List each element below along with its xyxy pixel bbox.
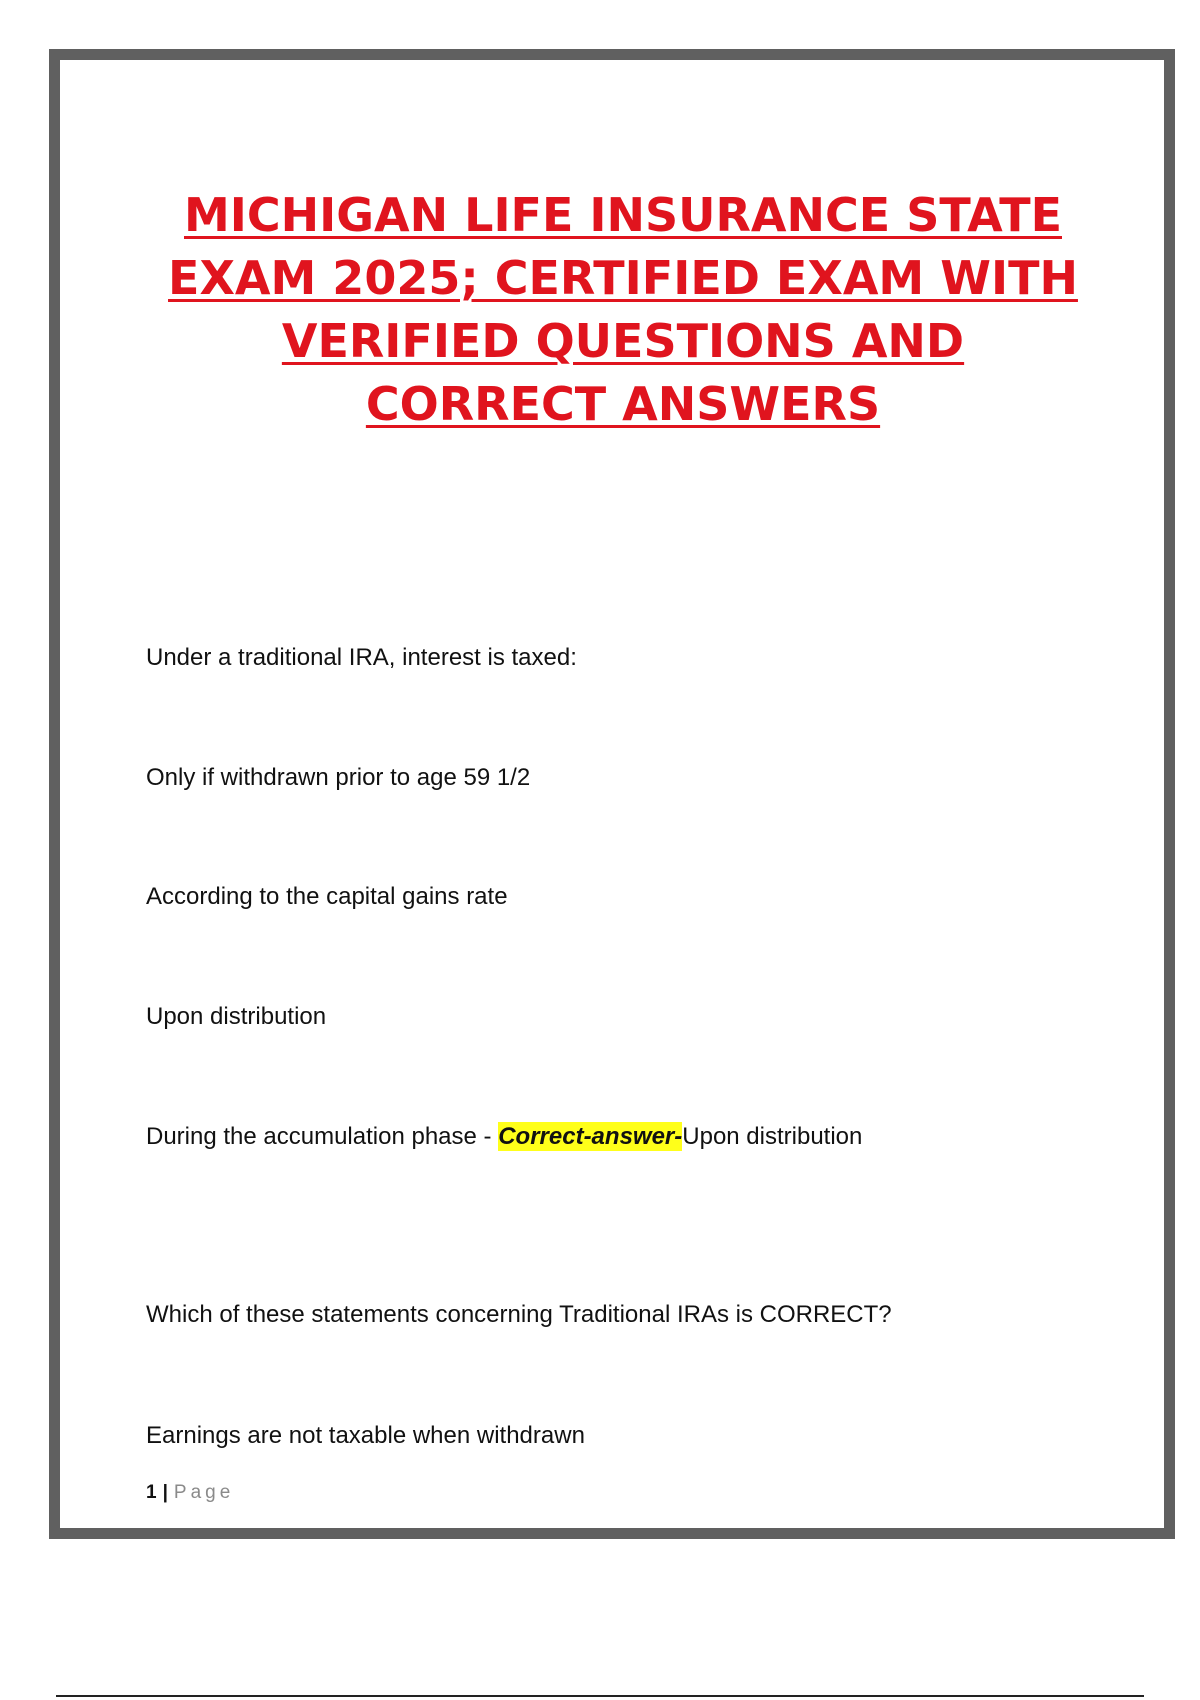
question-1-option-4: During the accumulation phase - (146, 1123, 499, 1150)
bottom-divider (56, 1695, 1144, 1697)
question-2-prompt: Which of these statements concerning Traditional IRAs is CORRECT? (146, 1301, 892, 1328)
correct-answer-text: Upon distribution (682, 1123, 863, 1150)
question-1-option-2: According to the capital gains rate (146, 883, 508, 910)
page-number: 1 (146, 1482, 157, 1503)
correct-answer-label: Correct-answer- (498, 1123, 683, 1150)
page-label: Page (173, 1482, 235, 1503)
page-separator: | (162, 1482, 168, 1503)
question-1-option-1: Only if withdrawn prior to age 59 1/2 (146, 764, 531, 791)
document-title: MICHIGAN LIFE INSURANCE STATE EXAM 2025; CERTIFIED EXAM WITH VERIFIED QUESTIONS AND CORRECT ANSWERS (168, 188, 1078, 431)
page-frame (49, 49, 1175, 1539)
page-footer (146, 1482, 234, 1504)
question-1-option-3: Upon distribution (146, 1003, 327, 1030)
question-1-prompt: Under a traditional IRA, interest is taxed: (146, 644, 577, 671)
question-1-option-4-with-answer (146, 1122, 862, 1152)
question-2-option-1: Earnings are not taxable when withdrawn (146, 1422, 585, 1449)
